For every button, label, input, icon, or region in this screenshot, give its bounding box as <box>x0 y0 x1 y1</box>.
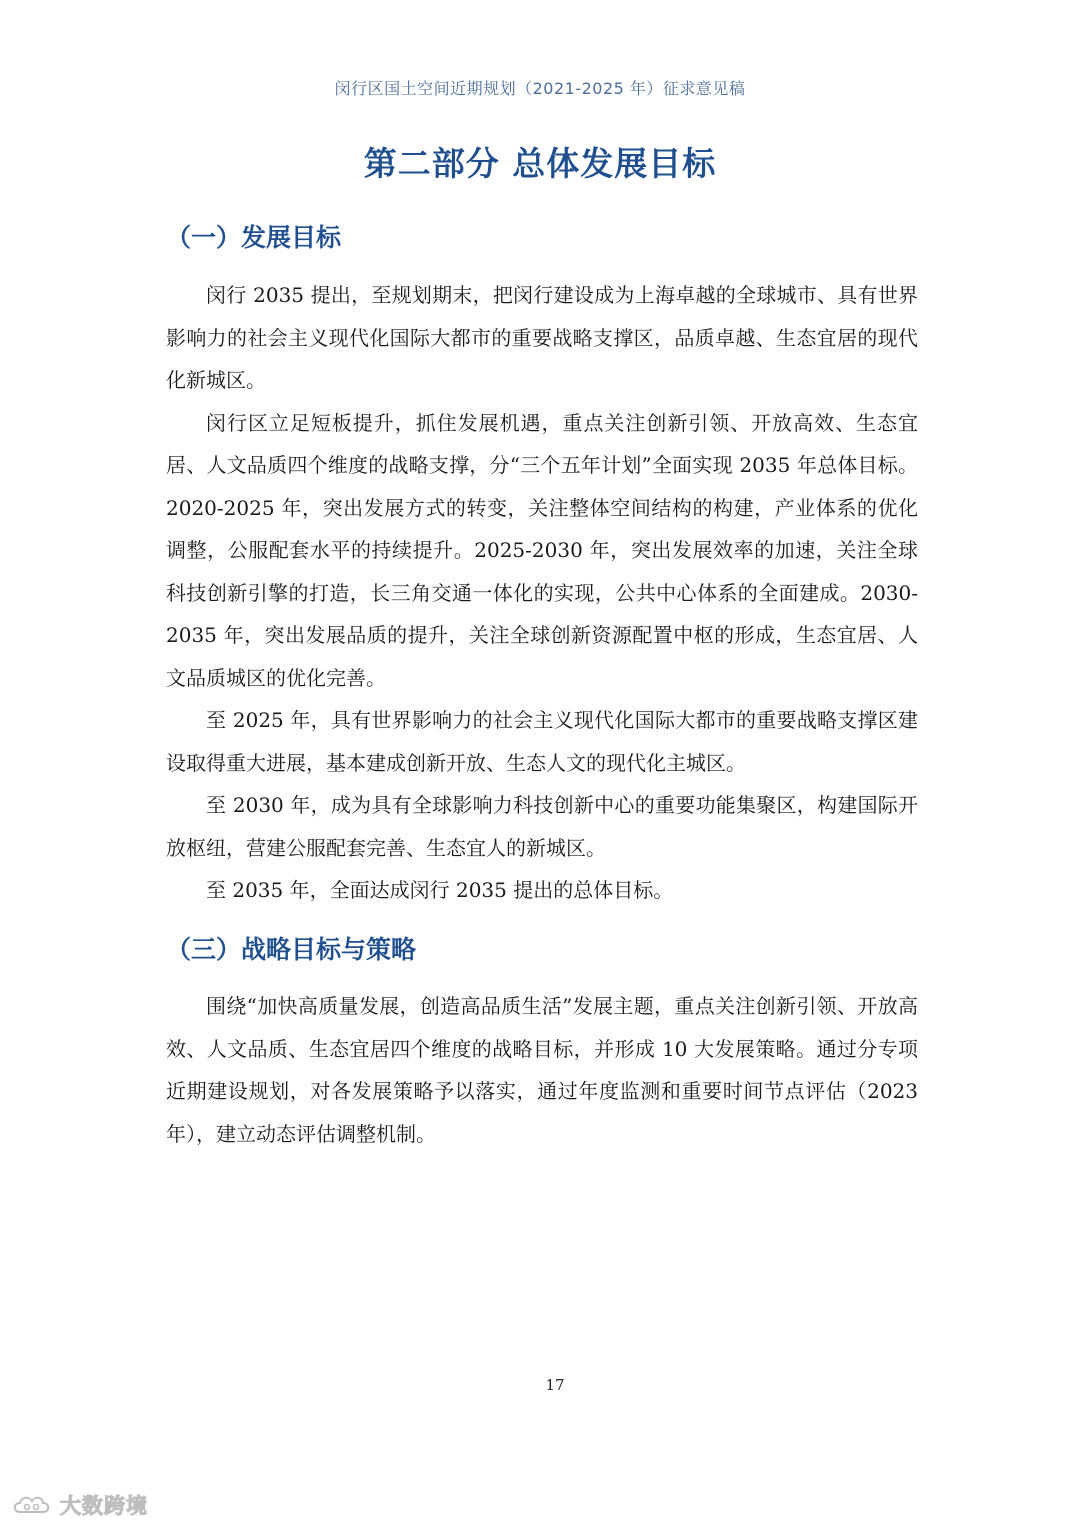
paragraph: 闵行区立足短板提升，抓住发展机遇，重点关注创新引领、开放高效、生态宜居、人文品质四个维度的战略支撑，分“三个五年计划”全面实现 2035 年总体目标。2020-2025 年，突出发展方式的转变，关注整体空间结构的构建，产业体系的优化调整，公服配套水平的持续提升。2025-2030 年，突出发展效率的加速，关注全球科技创新引擎的打造，长三角交通一体化的实现，公共中心体系的全面建成。2030-2035 年，突出发展品质的提升，关注全球创新资源配置中枢的形成，生态宜居、人文品质城区的优化完善。 <box>166 410 918 690</box>
part-title: 第二部分 总体发展目标 <box>363 144 717 183</box>
section-heading-strategic-goals: （三）战略目标与策略 <box>166 935 417 964</box>
watermark-text: 大数跨境 <box>60 1494 148 1518</box>
paragraph: 至 2035 年，全面达成闵行 2035 提出的总体目标。 <box>206 878 674 902</box>
paragraph: 至 2025 年，具有世界影响力的社会主义现代化国际大都市的重要战略支撑区建设取得重大进展，基本建成创新开放、生态人文的现代化主城区。 <box>166 708 918 775</box>
cloud-logo-icon <box>10 1492 54 1518</box>
section-body-development-goals <box>166 274 918 912</box>
paragraph: 围绕“加快高质量发展，创造高品质生活”发展主题，重点关注创新引领、开放高效、人文品质、生态宜居四个维度的战略目标，并形成 10 大发展策略。通过分专项近期建设规划，对各发展策略予以落实，通过年度监测和重要时间节点评估（2023 年），建立动态评估调整机制。 <box>166 994 918 1146</box>
watermark <box>10 1490 148 1520</box>
section-body-strategic-goals <box>166 985 918 1155</box>
section-heading-development-goals: （一）发展目标 <box>166 223 342 252</box>
paragraph: 至 2030 年，成为具有全球影响力科技创新中心的重要功能集聚区，构建国际开放枢纽，营建公服配套完善、生态宜人的新城区。 <box>166 793 918 860</box>
page-number: 17 <box>545 1376 565 1394</box>
paragraph: 闵行 2035 提出，至规划期末，把闵行建设成为上海卓越的全球城市、具有世界影响力的社会主义现代化国际大都市的重要战略支撑区，品质卓越、生态宜居的现代化新城区。 <box>166 283 918 392</box>
running-header: 闵行区国土空间近期规划（2021-2025 年）征求意见稿 <box>334 79 746 98</box>
